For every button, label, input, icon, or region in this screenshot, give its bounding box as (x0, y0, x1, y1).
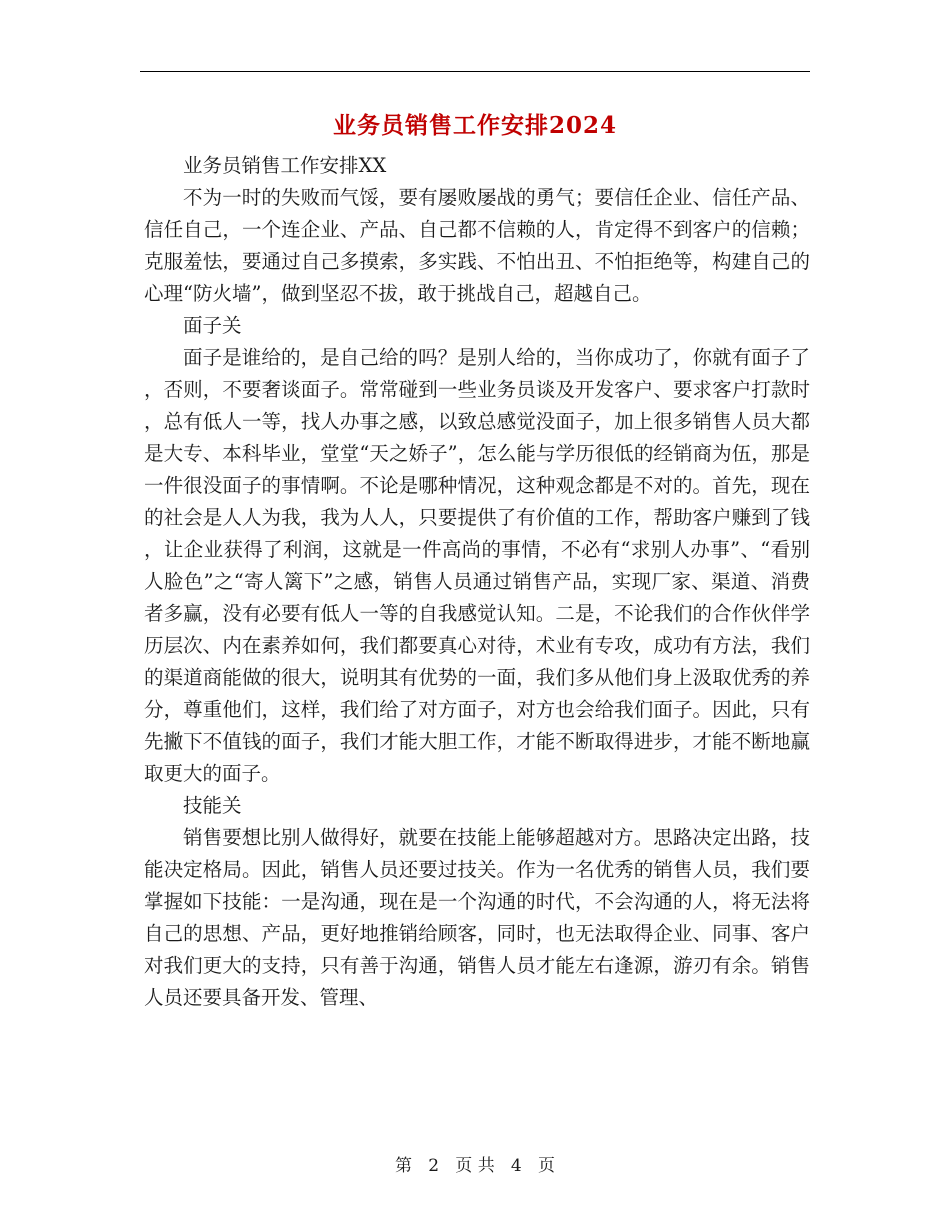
section-heading-face: 面子关 (183, 314, 242, 337)
subtitle-paragraph: 业务员销售工作安排XX (183, 154, 387, 177)
page-total: 4 (510, 1156, 522, 1176)
page-footer (0, 1155, 950, 1177)
page-suffix: 页 (537, 1156, 555, 1176)
page-mid: 页 共 (455, 1156, 495, 1176)
page-prefix: 第 (395, 1156, 413, 1176)
header-rule (140, 71, 810, 72)
body-paragraph: 不为一时的失败而气馁，要有屡败屡战的勇气；要信任企业、信任产品、信任自己，一个连企业、产品、自己都不信赖的人，肯定得不到客户的信赖；克服羞怯，要通过自己多摸索，多实践、不怕出丑、不怕拒绝等，构建自己的心理“防火墙”，做到坚忍不拔，敢于挑战自己，超越自己。 (144, 186, 810, 305)
document-title: 业务员销售工作安排2024 (332, 112, 617, 139)
section-heading-skill: 技能关 (183, 794, 242, 817)
document-body (144, 150, 810, 1014)
body-paragraph: 面子是谁给的，是自己给的吗？是别人给的，当你成功了，你就有面子了，否则，不要奢谈面子。常常碰到一些业务员谈及开发客户、要求客户打款时，总有低人一等，找人办事之感，以致总感觉没面子，加上很多销售人员大都是大专、本科毕业，堂堂“天之娇子”，怎么能与学历很低的经销商为伍，那是一件很没面子的事情啊。不论是哪种情况，这种观念都是不对的。首先，现在的社会是人人为我，我为人人，只要提供了有价值的工作，帮助客户赚到了钱，让企业获得了利润，这就是一件高尚的事情，不必有“求别人办事”、“看别人脸色”之“寄人篱下”之感，销售人员通过销售产品，实现厂家、渠道、消费者多赢，没有必要有低人一等的自我感觉认知。二是，不论我们的合作伙伴学历层次、内在素养如何，我们都要真心对待，术业有专攻，成功有方法，我们的渠道商能做的很大，说明其有优势的一面，我们多从他们身上汲取优秀的养分，尊重他们，这样，我们给了对方面子，对方也会给我们面子。因此，只有先撇下不值钱的面子，我们才能大胆工作，才能不断取得进步，才能不断地赢取更大的面子。 (144, 346, 810, 785)
page-number: 2 (428, 1156, 440, 1176)
body-paragraph: 销售要想比别人做得好，就要在技能上能够超越对方。思路决定出路，技能决定格局。因此，销售人员还要过技关。作为一名优秀的销售人员，我们要掌握如下技能：一是沟通，现在是一个沟通的时代，不会沟通的人，将无法将自己的思想、产品，更好地推销给顾客，同时，也无法取得企业、同事、客户对我们更大的支持，只有善于沟通，销售人员才能左右逢源，游刃有余。销售人员还要具备开发、管理、 (144, 826, 810, 1009)
